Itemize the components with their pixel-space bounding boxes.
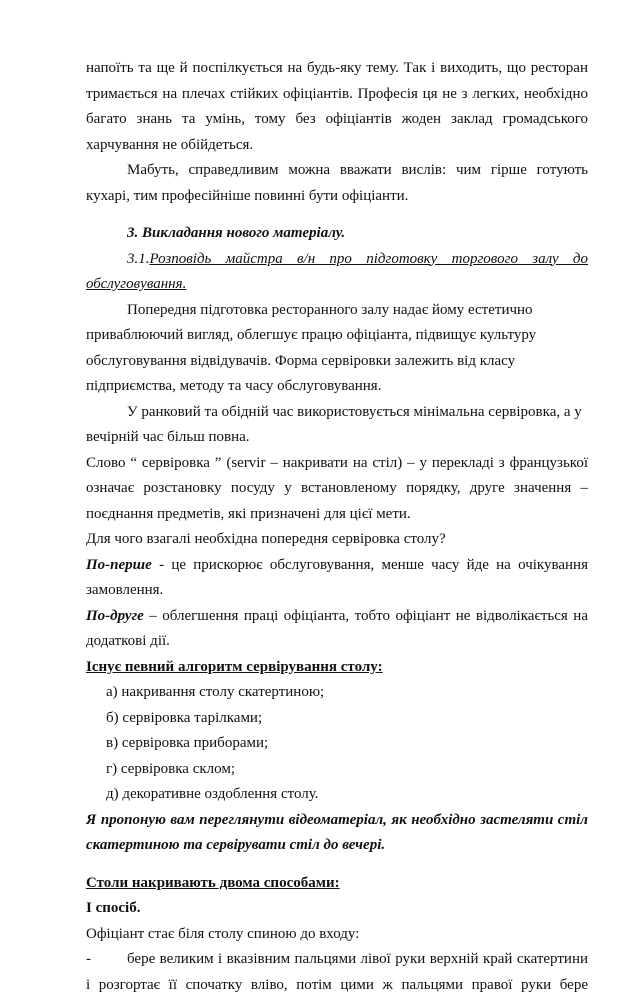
paragraph-text-line: Для чого взагалі необхідна попередня сервіровка столу?: [86, 527, 588, 553]
paragraph-text-line: багато знань та умінь, тому без офіціантів жоден заклад громадського: [86, 107, 588, 133]
paragraph-text-line: Мабуть, справедливим можна вважати вислів: чим гірше готують: [86, 158, 588, 184]
paragraph-text-line: У ранковий та обідній час використовується мінімальна сервіровка, а у: [86, 400, 588, 426]
paragraph-text-line: вечірній час більш повна.: [86, 425, 588, 451]
paragraph-text-line: додаткові дії.: [86, 629, 588, 655]
point-text: – облегшення праці офіціанта, тобто офіціант не відволікається на: [144, 608, 588, 624]
point-label: По-друге: [86, 608, 144, 624]
dash-item-text: бере великим і вказівним пальцями лівої руки верхній край скатертини: [127, 947, 588, 973]
paragraph-text-line: поєднання предметів, які призначені для цієї мети.: [86, 502, 588, 528]
paragraph-text-line: кухарі, тим професійніше повинні бути офіціанти.: [86, 184, 588, 210]
video-note: Я пропоную вам переглянути відеоматеріал, як необхідно застеляти стіл: [86, 808, 588, 834]
paragraph-text-line: підприємства, методу та часу обслуговування.: [86, 374, 588, 400]
paragraph-text-line: Попередня підготовка ресторанного залу надає йому естетично: [86, 298, 588, 324]
paragraph-text-line: обслуговування відвідувачів. Форма сервіровки залежить від класу: [86, 349, 588, 375]
paragraph-text-line: тримається на плечах стійких офіціантів. Професія ця не з легких, необхідно: [86, 82, 588, 108]
paragraph-text-line: [86, 553, 588, 579]
paragraph-text-line: означає розстановку посуду у встановленому порядку, друге значення –: [86, 476, 588, 502]
paragraph-text-line: і розгортає її спочатку вліво, потім цими ж пальцями правої руки бере: [86, 973, 588, 998]
dash-list-item: [86, 947, 588, 973]
list-item: в) сервіровка приборами;: [86, 731, 588, 757]
list-item: д) декоративне оздоблення столу.: [86, 782, 588, 808]
point-label: По-перше: [86, 557, 152, 573]
dash-marker: -: [86, 947, 127, 973]
algorithm-heading: Існує певний алгоритм сервірування столу:: [86, 655, 588, 681]
method-title: І спосіб.: [86, 896, 588, 922]
paragraph-text-line: напоїть та ще й поспілкується на будь-яку тему. Так і виходить, що ресторан: [86, 56, 588, 82]
subsection-number: 3.1.: [127, 251, 150, 267]
section-heading: 3. Викладання нового матеріалу.: [86, 221, 588, 247]
paragraph-text-line: Офіціант стає біля столу спиною до входу:: [86, 922, 588, 948]
paragraph-text-line: [86, 604, 588, 630]
paragraph-text-line: приваблюючий вигляд, облегшує працю офіціанта, підвищує культуру: [86, 323, 588, 349]
point-text: - це прискорює обслуговування, менше часу йде на очікування: [152, 557, 588, 573]
paragraph-text-line: Слово “ сервіровка ” (servir – накривати на стіл) – у перекладі з французької: [86, 451, 588, 477]
list-item: а) накривання столу скатертиною;: [86, 680, 588, 706]
subsection-title-cont: обслуговування.: [86, 272, 588, 298]
paragraph-text-line: харчування не обійдеться.: [86, 133, 588, 159]
video-note: скатертиною та сервірувати стіл до вечері.: [86, 833, 588, 859]
subsection-title: Розповідь майстра в/н про підготовку торгового залу до: [150, 251, 589, 267]
subsection-heading: [86, 247, 588, 273]
paragraph-text-line: замовлення.: [86, 578, 588, 604]
list-item: б) сервіровка тарілками;: [86, 706, 588, 732]
document-page: [86, 56, 588, 998]
list-item: г) сервіровка склом;: [86, 757, 588, 783]
tables-heading: Столи накривають двома способами:: [86, 871, 588, 897]
